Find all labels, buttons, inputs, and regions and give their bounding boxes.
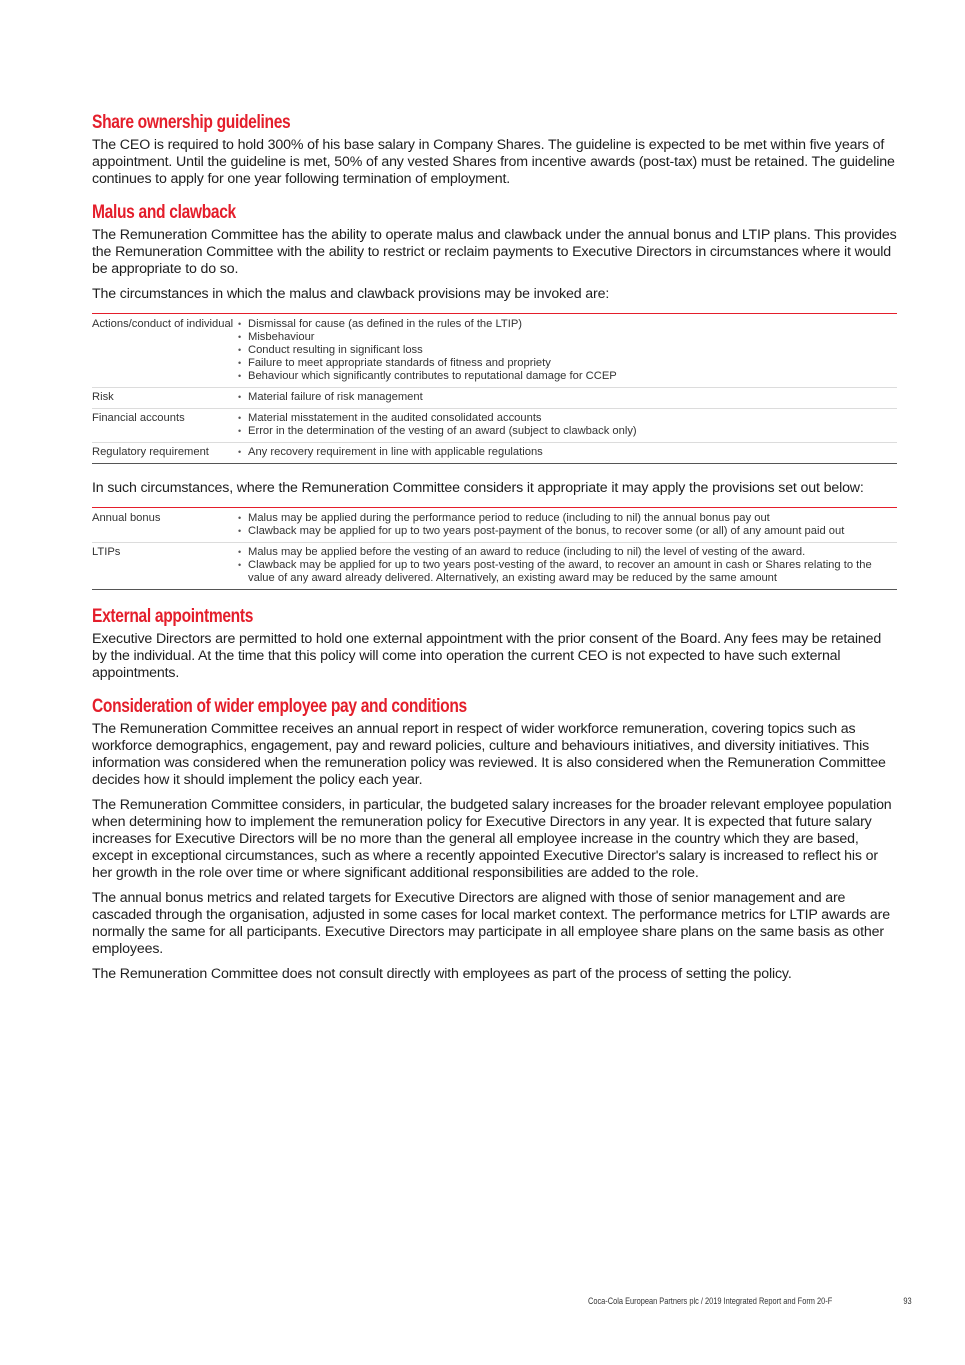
page-number: 93 [903, 1296, 912, 1307]
bullet-list [238, 546, 897, 585]
row-category: Annual bonus [92, 508, 238, 543]
provisions-table [92, 507, 897, 590]
bullet-item: • Material misstatement in the audited consolidated accounts [238, 412, 897, 425]
row-category: Actions/conduct of individual [92, 314, 238, 388]
bullet-list [238, 391, 897, 404]
bullet-item: • Clawback may be applied for up to two years post-vesting of the award, to recover an amount in cash or Shares relating to the value of any award already delivered. Alternatively, an existing award may be reduced by the same amount [238, 559, 897, 585]
bullet-item: • Malus may be applied during the performance period to reduce (including to nil) the annual bonus pay out [238, 512, 897, 525]
table-row [92, 388, 897, 409]
section-heading: Consideration of wider employee pay and conditions [92, 696, 467, 717]
section-heading: External appointments [92, 606, 254, 627]
bullet-list [238, 318, 897, 383]
bullet-item: • Malus may be applied before the vesting of an award to reduce (including to nil) the level of vesting of the award. [238, 546, 897, 559]
paragraph: The Remuneration Committee does not consult directly with employees as part of the process of setting the policy. [92, 966, 792, 982]
paragraph: The annual bonus metrics and related targets for Executive Directors are aligned with those of senior management and are cascaded through the organisation, adjusted in some cases for local market context. The performance metrics for LTIP awards are normally the same for all participants. Executive Directors may participate in all employee share plans on the same basis as other employees. [92, 890, 890, 957]
table-row [92, 543, 897, 590]
wider-employee-section [92, 696, 897, 983]
row-category: Risk [92, 388, 238, 409]
bullet-item: • Failure to meet appropriate standards of fitness and propriety [238, 357, 897, 370]
bullet-item: • Error in the determination of the vesting of an award (subject to clawback only) [238, 425, 897, 438]
paragraph: In such circumstances, where the Remuneration Committee considers it appropriate it may apply the provisions set out below: [92, 480, 864, 496]
circumstances-table [92, 313, 897, 464]
bullet-item: • Misbehaviour [238, 331, 897, 344]
table-row [92, 443, 897, 464]
paragraph: The CEO is required to hold 300% of his base salary in Company Shares. The guideline is expected to be met within five years of appointment. Until the guideline is met, 50% of any vested Shares from incentive awards (post-tax) must be retained. The guideline continues to apply for one year following termination of employment. [92, 137, 895, 187]
footer-publication: Coca-Cola European Partners plc / 2019 Integrated Report and Form 20-F [588, 1296, 833, 1307]
bullet-list [238, 512, 897, 538]
row-items [238, 314, 897, 388]
row-category: LTIPs [92, 543, 238, 590]
bullet-item: • Material failure of risk management [238, 391, 897, 404]
paragraph: The Remuneration Committee considers, in particular, the budgeted salary increases for the broader relevant employee population when determining how to implement the remuneration policy for Executive Directors in any year. It is expected that future salary increases for Executive Directors will be no more than the general all employee increase in the country which they are based, except in exceptional circumstances, such as where a recently appointed Executive Director's salary is increased to reflect his or her growth in the role over time or where significant additional responsibilities are added to the role. [92, 797, 892, 881]
row-category: Financial accounts [92, 409, 238, 443]
table-row [92, 508, 897, 543]
section-heading: Share ownership guidelines [92, 112, 291, 133]
table-row [92, 409, 897, 443]
share-ownership-section [92, 112, 897, 188]
bullet-list [238, 412, 897, 438]
row-items [238, 443, 897, 464]
bullet-list [238, 446, 897, 459]
paragraph: Executive Directors are permitted to hold one external appointment with the prior consent of the Board. Any fees may be retained by the individual. At the time that this policy will come into operation the current CEO is not expected to have such external appointments. [92, 631, 882, 681]
malus-clawback-section [92, 202, 897, 590]
paragraph: The circumstances in which the malus and clawback provisions may be invoked are: [92, 286, 610, 302]
bullet-item: • Behaviour which significantly contributes to reputational damage for CCEP [238, 370, 897, 383]
bullet-item: • Clawback may be applied for up to two years post-payment of the bonus, to recover some (or all) of any amount paid out [238, 525, 897, 538]
table-row [92, 314, 897, 388]
row-items [238, 543, 897, 590]
page-content [92, 112, 897, 997]
bullet-item: • Any recovery requirement in line with applicable regulations [238, 446, 897, 459]
page-footer [588, 1296, 912, 1307]
bullet-item: • Conduct resulting in significant loss [238, 344, 897, 357]
paragraph: The Remuneration Committee receives an annual report in respect of wider workforce remuneration, covering topics such as workforce demographics, engagement, pay and reward policies, culture and behaviours initiatives, and diversity initiatives. This information was considered when the remuneration policy was reviewed. It is also considered when the Remuneration Committee decides how it should implement the policy each year. [92, 721, 886, 788]
row-category: Regulatory requirement [92, 443, 238, 464]
section-heading: Malus and clawback [92, 202, 236, 223]
row-items [238, 388, 897, 409]
row-items [238, 409, 897, 443]
paragraph: The Remuneration Committee has the ability to operate malus and clawback under the annual bonus and LTIP plans. This provides the Remuneration Committee with the ability to restrict or reclaim payments to Executive Directors in circumstances where it would be appropriate to do so. [92, 227, 897, 277]
bullet-item: • Dismissal for cause (as defined in the rules of the LTIP) [238, 318, 897, 331]
row-items [238, 508, 897, 543]
external-appointments-section [92, 606, 897, 682]
